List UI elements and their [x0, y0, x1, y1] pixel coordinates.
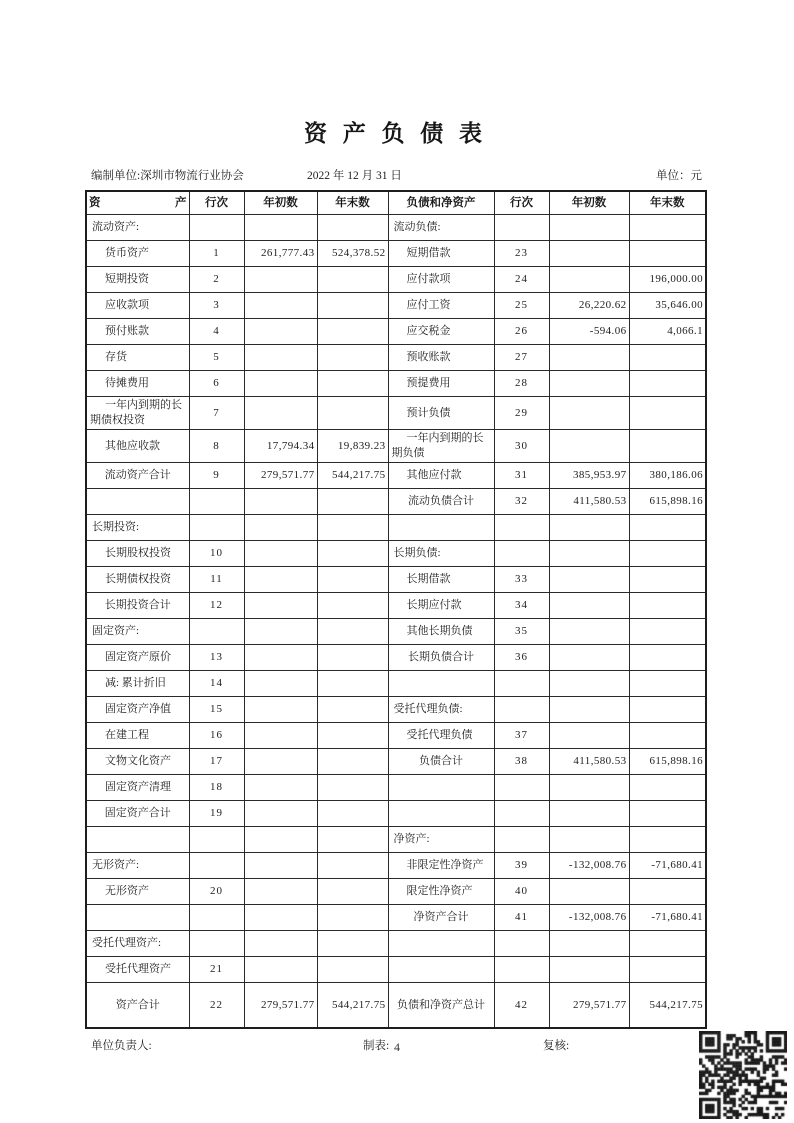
- asset-end-cell: [317, 267, 388, 293]
- asset-end-cell: [317, 801, 388, 827]
- asset-name-cell: 长期股权投资: [86, 541, 189, 567]
- asset-name-cell: 固定资产净值: [86, 697, 189, 723]
- liability-name-cell: 流动负债合计: [388, 489, 494, 515]
- asset-begin-cell: [244, 931, 317, 957]
- table-row: [86, 671, 706, 697]
- asset-begin-cell: [244, 775, 317, 801]
- liability-name-cell: 长期借款: [388, 567, 494, 593]
- reviewer-label: 复核:: [543, 1040, 570, 1052]
- asset-end-cell: [317, 593, 388, 619]
- liability-line-cell: 39: [494, 853, 549, 879]
- asset-line-cell: 11: [189, 567, 244, 593]
- liability-end-cell: [629, 957, 706, 983]
- liability-name-cell: 一年内到期的长期负债: [388, 430, 494, 463]
- prepared-by: 编制单位:深圳市物流行业协会: [91, 170, 244, 182]
- liability-name-cell: 应交税金: [388, 319, 494, 345]
- asset-name-cell: 流动资产合计: [86, 463, 189, 489]
- liability-begin-cell: [549, 931, 629, 957]
- liability-end-cell: [629, 775, 706, 801]
- liability-begin-cell: [549, 827, 629, 853]
- liability-name-cell: [388, 671, 494, 697]
- liability-name-cell: 应付工资: [388, 293, 494, 319]
- table-row: [86, 293, 706, 319]
- liability-end-cell: -71,680.41: [629, 853, 706, 879]
- asset-begin-cell: [244, 215, 317, 241]
- liability-name-cell: 预收账款: [388, 345, 494, 371]
- asset-line-cell: 4: [189, 319, 244, 345]
- asset-line-cell: 8: [189, 430, 244, 463]
- unit-head-label: 单位负责人:: [91, 1040, 152, 1052]
- asset-begin-cell: [244, 489, 317, 515]
- asset-end-cell: [317, 671, 388, 697]
- liability-end-cell: [629, 430, 706, 463]
- table-row: [86, 515, 706, 541]
- asset-end-cell: [317, 619, 388, 645]
- table-header-cell: 年初数: [244, 191, 317, 215]
- table-row: [86, 983, 706, 1029]
- asset-name-cell: 固定资产:: [86, 619, 189, 645]
- liability-line-cell: 32: [494, 489, 549, 515]
- liability-begin-cell: [549, 879, 629, 905]
- liability-begin-cell: [549, 801, 629, 827]
- asset-name-cell: 文物文化资产: [86, 749, 189, 775]
- liability-begin-cell: 411,580.53: [549, 489, 629, 515]
- liability-name-cell: 受托代理负债:: [388, 697, 494, 723]
- liability-begin-cell: [549, 267, 629, 293]
- liability-name-cell: 预计负债: [388, 397, 494, 430]
- asset-name-cell: 受托代理资产: [86, 957, 189, 983]
- liability-line-cell: [494, 775, 549, 801]
- asset-line-cell: 7: [189, 397, 244, 430]
- asset-begin-cell: [244, 697, 317, 723]
- liability-line-cell: [494, 931, 549, 957]
- preparer-label: 制表:: [363, 1040, 390, 1052]
- asset-end-cell: [317, 775, 388, 801]
- asset-begin-cell: [244, 801, 317, 827]
- liability-line-cell: 25: [494, 293, 549, 319]
- page-number: 4: [394, 1040, 400, 1054]
- liability-end-cell: 196,000.00: [629, 267, 706, 293]
- liability-line-cell: 30: [494, 430, 549, 463]
- asset-line-cell: 19: [189, 801, 244, 827]
- table-header-cell: 年末数: [629, 191, 706, 215]
- liability-line-cell: 42: [494, 983, 549, 1029]
- asset-line-cell: [189, 827, 244, 853]
- asset-end-cell: [317, 879, 388, 905]
- liability-begin-cell: [549, 215, 629, 241]
- table-row: [86, 463, 706, 489]
- asset-line-cell: 2: [189, 267, 244, 293]
- liability-begin-cell: [549, 645, 629, 671]
- asset-begin-cell: [244, 957, 317, 983]
- liability-name-cell: 净资产:: [388, 827, 494, 853]
- asset-end-cell: [317, 293, 388, 319]
- liability-line-cell: 26: [494, 319, 549, 345]
- asset-end-cell: 524,378.52: [317, 241, 388, 267]
- liability-begin-cell: [549, 723, 629, 749]
- liability-begin-cell: [549, 541, 629, 567]
- table-row: [86, 345, 706, 371]
- table-row: [86, 215, 706, 241]
- asset-name-cell: 待摊费用: [86, 371, 189, 397]
- asset-name-cell: 应收款项: [86, 293, 189, 319]
- liability-end-cell: [629, 371, 706, 397]
- asset-line-cell: 10: [189, 541, 244, 567]
- liability-line-cell: [494, 541, 549, 567]
- asset-name-cell: 短期投资: [86, 267, 189, 293]
- asset-begin-cell: [244, 371, 317, 397]
- asset-line-cell: 18: [189, 775, 244, 801]
- liability-line-cell: 34: [494, 593, 549, 619]
- liability-end-cell: [629, 723, 706, 749]
- table-row: [86, 430, 706, 463]
- asset-end-cell: [317, 541, 388, 567]
- asset-begin-cell: [244, 905, 317, 931]
- asset-begin-cell: [244, 671, 317, 697]
- liability-begin-cell: 26,220.62: [549, 293, 629, 319]
- liability-end-cell: [629, 931, 706, 957]
- asset-begin-cell: 279,571.77: [244, 983, 317, 1029]
- asset-line-cell: [189, 489, 244, 515]
- asset-line-cell: 13: [189, 645, 244, 671]
- liability-end-cell: 615,898.16: [629, 489, 706, 515]
- asset-name-cell: [86, 827, 189, 853]
- liability-name-cell: 受托代理负债: [388, 723, 494, 749]
- asset-line-cell: [189, 853, 244, 879]
- liability-end-cell: [629, 671, 706, 697]
- liability-end-cell: [629, 345, 706, 371]
- liability-name-cell: 其他应付款: [388, 463, 494, 489]
- asset-end-cell: [317, 957, 388, 983]
- asset-begin-cell: [244, 515, 317, 541]
- asset-end-cell: [317, 697, 388, 723]
- asset-end-cell: [317, 397, 388, 430]
- asset-end-cell: [317, 749, 388, 775]
- liability-line-cell: [494, 827, 549, 853]
- liability-name-cell: 负债和净资产总计: [388, 983, 494, 1029]
- report-meta: [85, 167, 706, 187]
- liability-begin-cell: 411,580.53: [549, 749, 629, 775]
- asset-end-cell: [317, 371, 388, 397]
- table-row: [86, 593, 706, 619]
- asset-begin-cell: [244, 749, 317, 775]
- page-title: 资 产 负 债 表: [304, 121, 487, 146]
- liability-name-cell: [388, 515, 494, 541]
- liability-begin-cell: [549, 775, 629, 801]
- table-row: [86, 827, 706, 853]
- asset-begin-cell: [244, 593, 317, 619]
- asset-begin-cell: [244, 293, 317, 319]
- liability-line-cell: [494, 801, 549, 827]
- table-header-cell: 资 产: [86, 191, 189, 215]
- asset-begin-cell: [244, 619, 317, 645]
- table-row: [86, 541, 706, 567]
- asset-name-cell: 资产合计: [86, 983, 189, 1029]
- asset-end-cell: 544,217.75: [317, 463, 388, 489]
- asset-line-cell: 5: [189, 345, 244, 371]
- asset-name-cell: [86, 489, 189, 515]
- asset-line-cell: 17: [189, 749, 244, 775]
- asset-begin-cell: 261,777.43: [244, 241, 317, 267]
- asset-begin-cell: [244, 267, 317, 293]
- asset-name-cell: 长期债权投资: [86, 567, 189, 593]
- liability-begin-cell: [549, 697, 629, 723]
- table-row: [86, 749, 706, 775]
- asset-name-cell: 存货: [86, 345, 189, 371]
- asset-end-cell: [317, 515, 388, 541]
- qr-code-icon: [699, 1031, 787, 1119]
- liability-end-cell: [629, 397, 706, 430]
- asset-line-cell: 1: [189, 241, 244, 267]
- liability-end-cell: [629, 801, 706, 827]
- asset-begin-cell: [244, 567, 317, 593]
- liability-name-cell: 长期负债合计: [388, 645, 494, 671]
- asset-begin-cell: [244, 345, 317, 371]
- liability-line-cell: 28: [494, 371, 549, 397]
- table-row: [86, 853, 706, 879]
- asset-name-cell: 在建工程: [86, 723, 189, 749]
- liability-end-cell: [629, 827, 706, 853]
- liability-begin-cell: [549, 671, 629, 697]
- liability-begin-cell: [549, 430, 629, 463]
- table-row: [86, 371, 706, 397]
- asset-begin-cell: [244, 827, 317, 853]
- asset-end-cell: [317, 905, 388, 931]
- liability-line-cell: [494, 215, 549, 241]
- liability-end-cell: [629, 697, 706, 723]
- asset-line-cell: [189, 215, 244, 241]
- table-row: [86, 905, 706, 931]
- liability-begin-cell: [549, 957, 629, 983]
- liability-name-cell: 负债合计: [388, 749, 494, 775]
- asset-line-cell: 12: [189, 593, 244, 619]
- asset-name-cell: 长期投资:: [86, 515, 189, 541]
- table-row: [86, 931, 706, 957]
- liability-name-cell: [388, 931, 494, 957]
- table-row: [86, 241, 706, 267]
- liability-end-cell: [629, 619, 706, 645]
- table-row: [86, 267, 706, 293]
- asset-begin-cell: [244, 879, 317, 905]
- liability-line-cell: 41: [494, 905, 549, 931]
- asset-begin-cell: [244, 645, 317, 671]
- balance-sheet: [85, 0, 706, 1053]
- asset-end-cell: [317, 931, 388, 957]
- asset-end-cell: [317, 319, 388, 345]
- liability-end-cell: [629, 567, 706, 593]
- asset-end-cell: [317, 215, 388, 241]
- asset-name-cell: 无形资产: [86, 879, 189, 905]
- table-row: [86, 567, 706, 593]
- asset-end-cell: [317, 827, 388, 853]
- table-row: [86, 645, 706, 671]
- liability-begin-cell: 279,571.77: [549, 983, 629, 1029]
- asset-name-cell: 货币资产: [86, 241, 189, 267]
- asset-begin-cell: [244, 397, 317, 430]
- liability-line-cell: 33: [494, 567, 549, 593]
- asset-name-cell: 无形资产:: [86, 853, 189, 879]
- liability-begin-cell: [549, 371, 629, 397]
- table-header-row: [86, 191, 706, 215]
- asset-line-cell: 15: [189, 697, 244, 723]
- balance-sheet-table: [85, 190, 707, 1029]
- table-header-cell: 年初数: [549, 191, 629, 215]
- liability-name-cell: [388, 775, 494, 801]
- liability-end-cell: -71,680.41: [629, 905, 706, 931]
- asset-name-cell: 减: 累计折旧: [86, 671, 189, 697]
- liability-end-cell: [629, 879, 706, 905]
- asset-line-cell: 21: [189, 957, 244, 983]
- asset-name-cell: 固定资产原价: [86, 645, 189, 671]
- asset-line-cell: 14: [189, 671, 244, 697]
- asset-line-cell: [189, 905, 244, 931]
- asset-begin-cell: [244, 723, 317, 749]
- liability-line-cell: 38: [494, 749, 549, 775]
- liability-begin-cell: [549, 619, 629, 645]
- liability-name-cell: 应付款项: [388, 267, 494, 293]
- table-row: [86, 489, 706, 515]
- asset-end-cell: [317, 489, 388, 515]
- table-row: [86, 619, 706, 645]
- liability-line-cell: 40: [494, 879, 549, 905]
- asset-name-cell: 固定资产合计: [86, 801, 189, 827]
- liability-end-cell: 35,646.00: [629, 293, 706, 319]
- liability-line-cell: 27: [494, 345, 549, 371]
- liability-end-cell: 544,217.75: [629, 983, 706, 1029]
- asset-end-cell: [317, 345, 388, 371]
- liability-end-cell: [629, 215, 706, 241]
- liability-name-cell: 短期借款: [388, 241, 494, 267]
- table-row: [86, 957, 706, 983]
- liability-line-cell: 23: [494, 241, 549, 267]
- liability-line-cell: 35: [494, 619, 549, 645]
- asset-line-cell: 6: [189, 371, 244, 397]
- table-row: [86, 319, 706, 345]
- asset-end-cell: [317, 723, 388, 749]
- liability-line-cell: [494, 957, 549, 983]
- asset-name-cell: 长期投资合计: [86, 593, 189, 619]
- liability-begin-cell: -132,008.76: [549, 853, 629, 879]
- liability-begin-cell: [549, 241, 629, 267]
- asset-line-cell: 20: [189, 879, 244, 905]
- table-row: [86, 775, 706, 801]
- asset-end-cell: [317, 567, 388, 593]
- asset-name-cell: 其他应收款: [86, 430, 189, 463]
- liability-name-cell: 其他长期负债: [388, 619, 494, 645]
- liability-name-cell: [388, 801, 494, 827]
- asset-begin-cell: 17,794.34: [244, 430, 317, 463]
- liability-end-cell: [629, 241, 706, 267]
- asset-line-cell: 22: [189, 983, 244, 1029]
- table-header-cell: 行次: [494, 191, 549, 215]
- liability-begin-cell: [549, 515, 629, 541]
- liability-begin-cell: [549, 567, 629, 593]
- asset-line-cell: 3: [189, 293, 244, 319]
- table-header-cell: 年末数: [317, 191, 388, 215]
- asset-name-cell: 受托代理资产:: [86, 931, 189, 957]
- asset-name-cell: [86, 905, 189, 931]
- liability-line-cell: 24: [494, 267, 549, 293]
- liability-name-cell: [388, 957, 494, 983]
- asset-begin-cell: [244, 853, 317, 879]
- report-date: 2022 年 12 月 31 日: [307, 170, 402, 182]
- asset-end-cell: 544,217.75: [317, 983, 388, 1029]
- liability-line-cell: [494, 697, 549, 723]
- asset-end-cell: [317, 853, 388, 879]
- table-header-cell: 负债和净资产: [388, 191, 494, 215]
- liability-end-cell: [629, 593, 706, 619]
- liability-end-cell: 380,186.06: [629, 463, 706, 489]
- liability-line-cell: 36: [494, 645, 549, 671]
- liability-end-cell: [629, 541, 706, 567]
- liability-name-cell: 限定性净资产: [388, 879, 494, 905]
- asset-end-cell: [317, 645, 388, 671]
- liability-line-cell: 37: [494, 723, 549, 749]
- asset-line-cell: 16: [189, 723, 244, 749]
- asset-line-cell: [189, 515, 244, 541]
- table-row: [86, 801, 706, 827]
- liability-name-cell: 长期应付款: [388, 593, 494, 619]
- liability-line-cell: [494, 671, 549, 697]
- table-row: [86, 697, 706, 723]
- liability-name-cell: 净资产合计: [388, 905, 494, 931]
- liability-name-cell: 长期负债:: [388, 541, 494, 567]
- unit-label: 单位：元: [656, 170, 702, 182]
- asset-name-cell: 预付账款: [86, 319, 189, 345]
- asset-line-cell: [189, 619, 244, 645]
- table-row: [86, 397, 706, 430]
- asset-end-cell: 19,839.23: [317, 430, 388, 463]
- liability-end-cell: 4,066.1: [629, 319, 706, 345]
- liability-line-cell: 29: [494, 397, 549, 430]
- asset-name-cell: 流动资产:: [86, 215, 189, 241]
- asset-line-cell: 9: [189, 463, 244, 489]
- asset-begin-cell: [244, 319, 317, 345]
- asset-begin-cell: [244, 541, 317, 567]
- liability-end-cell: [629, 645, 706, 671]
- asset-line-cell: [189, 931, 244, 957]
- asset-begin-cell: 279,571.77: [244, 463, 317, 489]
- liability-end-cell: 615,898.16: [629, 749, 706, 775]
- liability-begin-cell: -594.06: [549, 319, 629, 345]
- table-body: [86, 215, 706, 1029]
- table-row: [86, 723, 706, 749]
- liability-begin-cell: [549, 593, 629, 619]
- asset-name-cell: 一年内到期的长期债权投资: [86, 397, 189, 430]
- liability-begin-cell: 385,953.97: [549, 463, 629, 489]
- liability-end-cell: [629, 515, 706, 541]
- liability-begin-cell: [549, 345, 629, 371]
- liability-begin-cell: -132,008.76: [549, 905, 629, 931]
- liability-line-cell: 31: [494, 463, 549, 489]
- liability-name-cell: 非限定性净资产: [388, 853, 494, 879]
- asset-name-cell: 固定资产清理: [86, 775, 189, 801]
- liability-begin-cell: [549, 397, 629, 430]
- liability-name-cell: 预提费用: [388, 371, 494, 397]
- table-header-cell: 行次: [189, 191, 244, 215]
- liability-name-cell: 流动负债:: [388, 215, 494, 241]
- table-row: [86, 879, 706, 905]
- liability-line-cell: [494, 515, 549, 541]
